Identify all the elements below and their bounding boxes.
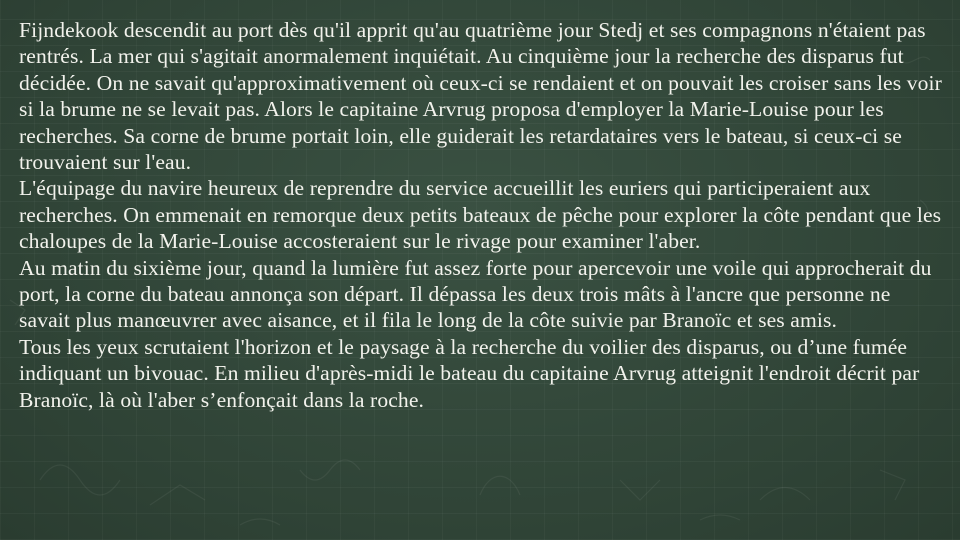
paragraph-2: L'équipage du navire heureux de reprendre du service accueillit les euriers qui participeraient aux recherches. On emmenait en remorque deux petits bateaux de pêche pour explorer la côte pendant que les chaloupes de la Marie-Louise accosteraient sur le rivage pour examiner l'aber. (19, 176, 942, 254)
story-text (19, 17, 944, 413)
paragraph-1: Fijndekook descendit au port dès qu'il apprit qu'au quatrième jour Stedj et ses compagnons n'étaient pas rentrés. La mer qui s'agitait anormalement inquiétait. Au cinquième jour la recherche des disparus fut décidée. On ne savait qu'approximativement où ceux-ci se rendaient et on pouvait les croiser sans les voir si la brume ne se levait pas. Alors le capitaine Arvrug proposa d'employer la Marie-Louise pour les recherches. Sa corne de brume portait loin, elle guiderait les retardataires vers le bateau, si ceux-ci se trouvaient sur l'eau. (19, 18, 942, 175)
paragraph-3: Au matin du sixième jour, quand la lumière fut assez forte pour apercevoir une voile qui approcherait du port, la corne du bateau annonça son départ. Il dépassa les deux trois mâts à l'ancre que personne ne savait plus manœuvrer avec aisance, et il fila le long de la côte suivie par Branoïc et ses amis. (19, 255, 932, 333)
paragraph-4: Tous les yeux scrutaient l'horizon et le paysage à la recherche du voilier des disparus, ou d’une fumée indiquant un bivouac. En milieu d'après-midi le bateau du capitaine Arvrug atteignit l'endroit décrit par Branoïc, là où l'aber s’enfonçait dans la roche. (19, 334, 920, 412)
